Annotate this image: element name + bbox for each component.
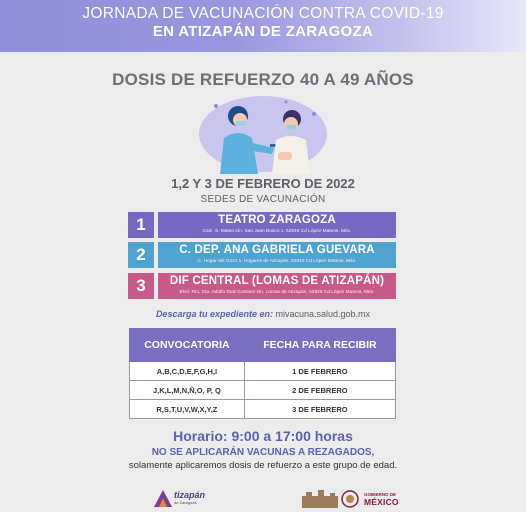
site-address: Calz. S. Mateo s/n, San Juan Bosco 1, 52946 Cd López Mateos, Méx. [202, 229, 352, 234]
no-apply-notice: NO SE APLICARÁN VACUNAS A REZAGADOS, [151, 447, 375, 458]
site-bar [158, 273, 396, 299]
mexico-seal-icon [300, 488, 360, 510]
gobierno-mexico-logo [300, 488, 405, 512]
schedule-table [129, 328, 396, 419]
atizapan-logo-icon [152, 488, 174, 508]
table-cell: 3 DE FEBRERO [244, 400, 395, 419]
gobierno-line-1: GOBIERNO DE [364, 492, 397, 497]
site-bar [158, 212, 396, 238]
header-banner [0, 0, 526, 52]
site-number: 3 [128, 273, 154, 299]
download-record-note [0, 309, 526, 319]
site-name: DIF CENTRAL (LOMAS DE ATIZAPÁN) [169, 275, 385, 287]
sedes-label: SEDES DE VACUNACIÓN [200, 194, 326, 205]
table-cell: R,S,T,U,V,W,X,Y,Z [130, 400, 245, 419]
site-1 [128, 212, 396, 238]
table-cell: J,K,L,M,N,Ñ,O, P, Q [130, 381, 245, 400]
gobierno-line-2: MÉXICO [364, 497, 399, 507]
atizapan-logo-name: tizapán [174, 490, 206, 500]
site-number: 2 [128, 242, 154, 268]
site-address: C. Hogar del Gozo 1, Hogares de Atizapán, 52910 Cd López Mateos, Méx. [197, 259, 357, 264]
atizapan-logo [152, 486, 212, 512]
site-address: Blvd. Río, Cto. Adolfo Ruiz Cortinez s/n, Lomas de Atizapán, 52928 Cd López Mateos, Méx. [179, 290, 375, 295]
header-line-2: EN ATIZAPÁN DE ZARAGOZA [152, 23, 374, 40]
download-label: Descarga tu expediente en: [155, 309, 273, 319]
table-cell: 2 DE FEBRERO [244, 381, 395, 400]
schedule-hours: Horario: 9:00 a 17:00 horas [173, 428, 353, 444]
site-number: 1 [128, 212, 154, 238]
table-row [130, 362, 396, 381]
table-cell: A,B,C,D,E,F,G,H,I [130, 362, 245, 381]
site-name: C. DEP. ANA GABRIELA GUEVARA [179, 244, 375, 256]
column-header-convocatoria: CONVOCATORIA [130, 329, 245, 362]
table-row [130, 381, 396, 400]
doctor-vaccinating-patient-icon [196, 94, 330, 174]
table-cell: 1 DE FEBRERO [244, 362, 395, 381]
site-name: TEATRO ZARAGOZA [218, 214, 336, 226]
campaign-date: 1,2 Y 3 DE FEBRERO DE 2022 [171, 176, 355, 191]
site-bar [158, 242, 396, 268]
atizapan-logo-sub: de Zaragoza [174, 500, 197, 505]
booster-notice: solamente aplicaremos dosis de refuerzo a este grupo de edad. [128, 460, 398, 471]
table-header-row [130, 329, 396, 362]
table-row [130, 400, 396, 419]
header-line-1: JORNADA DE VACUNACIÓN CONTRA COVID-19 [82, 5, 444, 22]
site-2 [128, 242, 396, 268]
site-3 [128, 273, 396, 299]
page-title: DOSIS DE REFUERZO 40 A 49 AÑOS [112, 70, 414, 89]
download-url[interactable]: mivacuna.salud.gob.mx [275, 309, 371, 319]
column-header-fecha: FECHA PARA RECIBIR [244, 329, 395, 362]
